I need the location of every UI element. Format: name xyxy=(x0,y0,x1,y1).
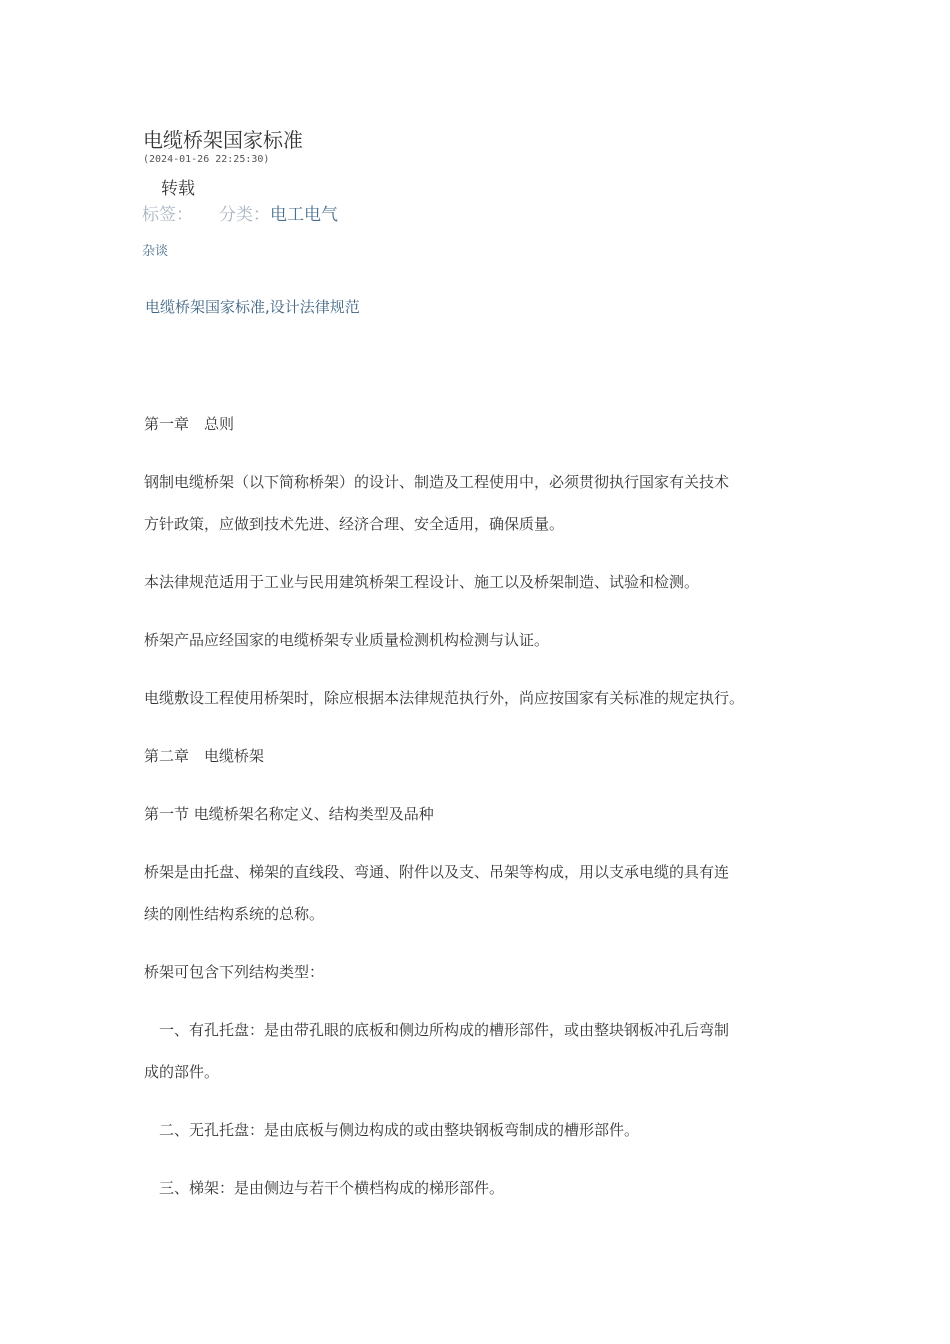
paragraph-line: 一、有孔托盘：是由带孔眼的底板和侧边所构成的槽形部件，或由整块钢板冲孔后弯制 xyxy=(144,1021,730,1039)
category-label: 分类： xyxy=(219,205,270,225)
paragraph-line: 钢制电缆桥架（以下简称桥架）的设计、制造及工程使用中，必须贯彻执行国家有关技术 xyxy=(144,473,730,491)
paragraph-line: 桥架是由托盘、梯架的直线段、弯通、附件以及支、吊架等构成，用以支承电缆的具有连 xyxy=(144,863,730,881)
meta-row xyxy=(142,200,338,225)
paragraph-line: 本法律规范适用于工业与民用建筑桥架工程设计、施工以及桥架制造、试验和检测。 xyxy=(144,573,700,591)
paragraph-line: 续的刚性结构系统的总称。 xyxy=(144,905,325,923)
tags-label: 标签： xyxy=(142,205,193,225)
article-title: 电缆桥架国家标准 xyxy=(143,128,303,152)
paragraph-line: 成的部件。 xyxy=(144,1063,220,1081)
tag-link[interactable]: 杂谈 xyxy=(142,244,169,259)
paragraph-line: 方针政策，应做到技术先进、经济合理、安全适用，确保质量。 xyxy=(144,515,565,533)
section-heading: 第一节 电缆桥架名称定义、结构类型及品种 xyxy=(144,805,434,823)
repost-label: 转载 xyxy=(161,179,195,199)
paragraph-line: 二、无孔托盘：是由底板与侧边构成的或由整块钢板弯制成的槽形部件。 xyxy=(144,1121,640,1139)
category-link[interactable]: 电工电气 xyxy=(270,205,338,225)
article-timestamp: (2024-01-26 22:25:30) xyxy=(143,154,270,165)
paragraph-line: 三、梯架：是由侧边与若干个横档构成的梯形部件。 xyxy=(144,1179,505,1197)
chapter-heading: 第二章 电缆桥架 xyxy=(144,747,265,765)
paragraph-line: 电缆敷设工程使用桥架时，除应根据本法律规范执行外，尚应按国家有关标准的规定执行。 xyxy=(144,689,745,707)
paragraph-line: 桥架可包含下列结构类型： xyxy=(144,963,325,981)
paragraph-line: 桥架产品应经国家的电缆桥架专业质量检测机构检测与认证。 xyxy=(144,631,550,649)
keywords-text: 电缆桥架国家标准,设计法律规范 xyxy=(145,298,360,316)
chapter-heading: 第一章 总则 xyxy=(144,415,235,433)
